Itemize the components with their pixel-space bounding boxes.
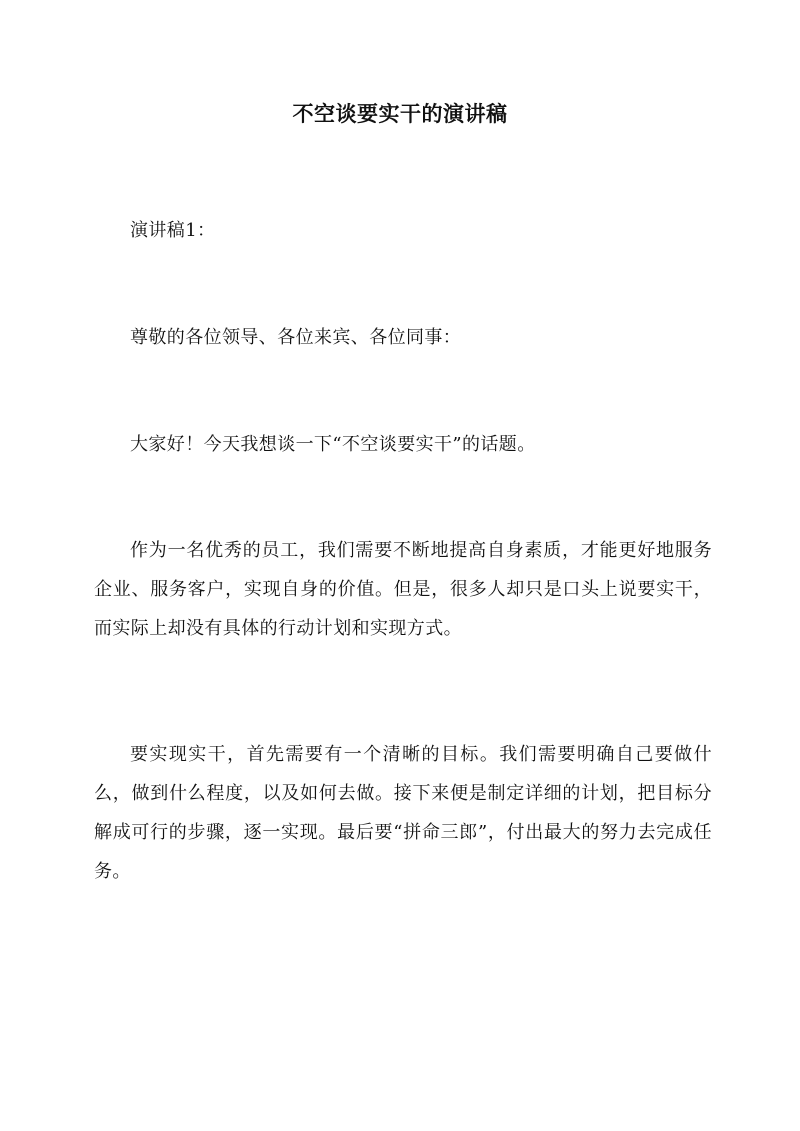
document-title: 不空谈要实干的演讲稿 bbox=[292, 101, 508, 126]
speech-heading: 演讲稿1： bbox=[130, 220, 216, 241]
salutation-paragraph: 尊敬的各位领导、各位来宾、各位同事： bbox=[130, 327, 462, 348]
greeting-paragraph: 大家好！今天我想谈一下“不空谈要实干”的话题。 bbox=[130, 434, 536, 455]
body-paragraph-1: 作为一名优秀的员工，我们需要不断地提高自身素质，才能更好地服务企业、服务客户，实现自身的价值。但是，很多人却只是口头上说要实干，而实际上却没有具体的行动计划和实现方式。 bbox=[94, 540, 712, 639]
body-paragraph-2: 要实现实干，首先需要有一个清晰的目标。我们需要明确自己要做什么，做到什么程度，以及如何去做。接下来便是制定详细的计划，把目标分解成可行的步骤，逐一实现。最后要“拼命三郎”，付出最大的努力去完成任务。 bbox=[94, 744, 712, 882]
